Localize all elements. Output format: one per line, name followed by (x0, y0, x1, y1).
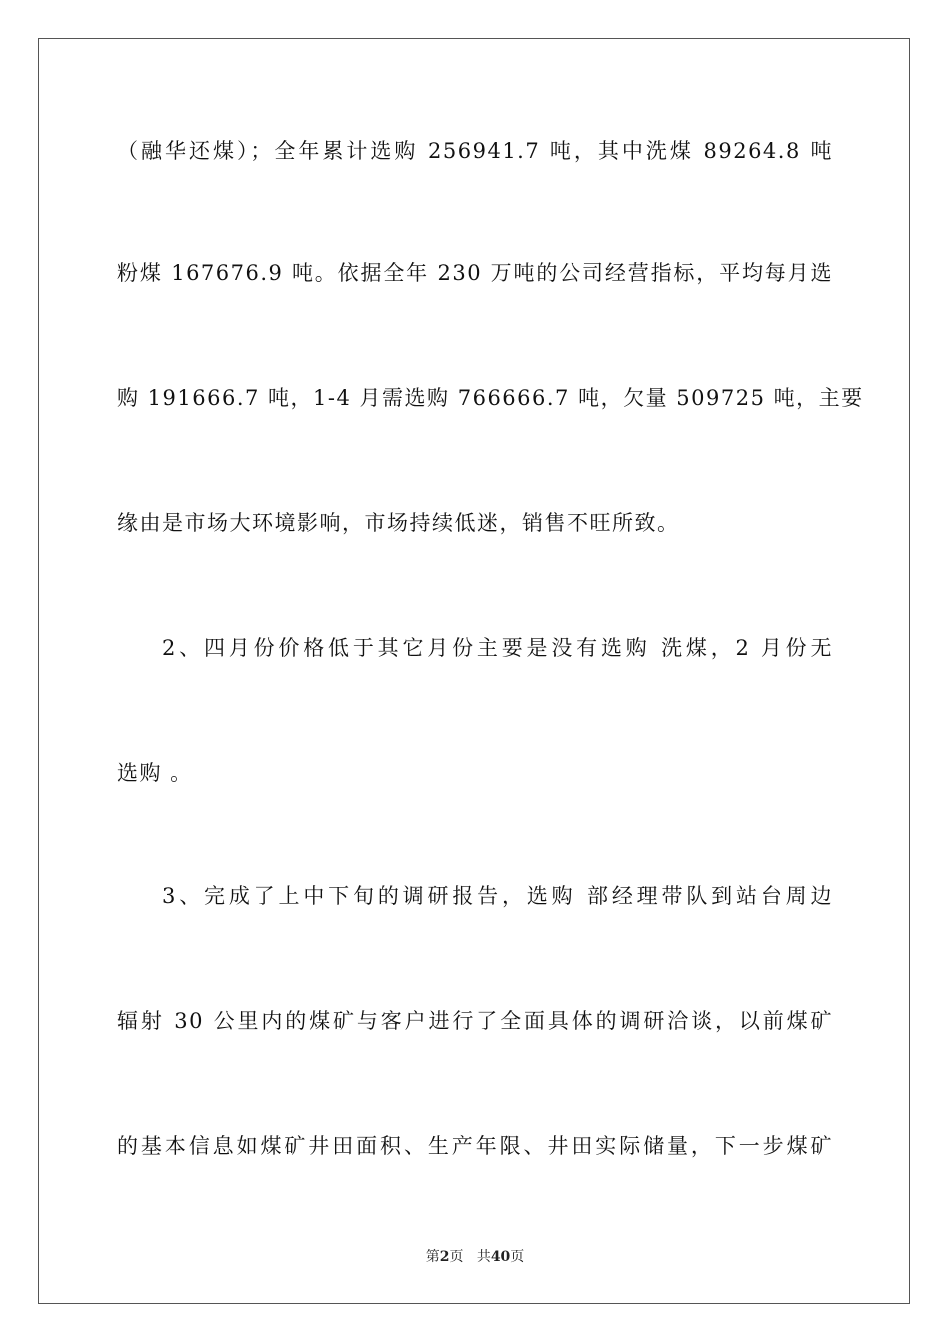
text-line-7: 3、完成了上中下旬的调研报告，选购 部经理带队到站台周边 (162, 884, 833, 908)
text-line-8: 辐射 30 公里内的煤矿与客户进行了全面具体的调研洽谈，以前煤矿 (117, 1009, 833, 1033)
text-line-6: 选购 。 (117, 761, 193, 785)
footer-page-suffix: 页 (449, 1249, 464, 1265)
footer-total-pages: 40 (490, 1249, 511, 1265)
footer-total-suffix: 页 (510, 1249, 525, 1265)
footer-page-number: 2 (439, 1249, 450, 1265)
page-border (38, 38, 910, 1304)
text-line-1: （融华还煤）；全年累计选购 256941.7 吨，其中洗煤 89264.8 吨 (117, 139, 833, 163)
text-line-4: 缘由是市场大环境影响，市场持续低迷，销售不旺所致。 (117, 511, 680, 535)
page-footer (0, 1247, 950, 1267)
footer-prefix: 第 (425, 1249, 440, 1265)
text-line-5: 2、四月份价格低于其它月份主要是没有选购 洗煤，2 月份无 (162, 636, 833, 660)
footer-total-prefix: 共 (476, 1249, 491, 1265)
text-line-2: 粉煤 167676.9 吨。依据全年 230 万吨的公司经营指标，平均每月选 (117, 261, 833, 285)
text-line-9: 的基本信息如煤矿井田面积、生产年限、井田实际储量，下一步煤矿 (117, 1134, 833, 1158)
text-line-3: 购 191666.7 吨，1-4 月需选购 766666.7 吨，欠量 509725 吨，主要 (117, 386, 864, 410)
